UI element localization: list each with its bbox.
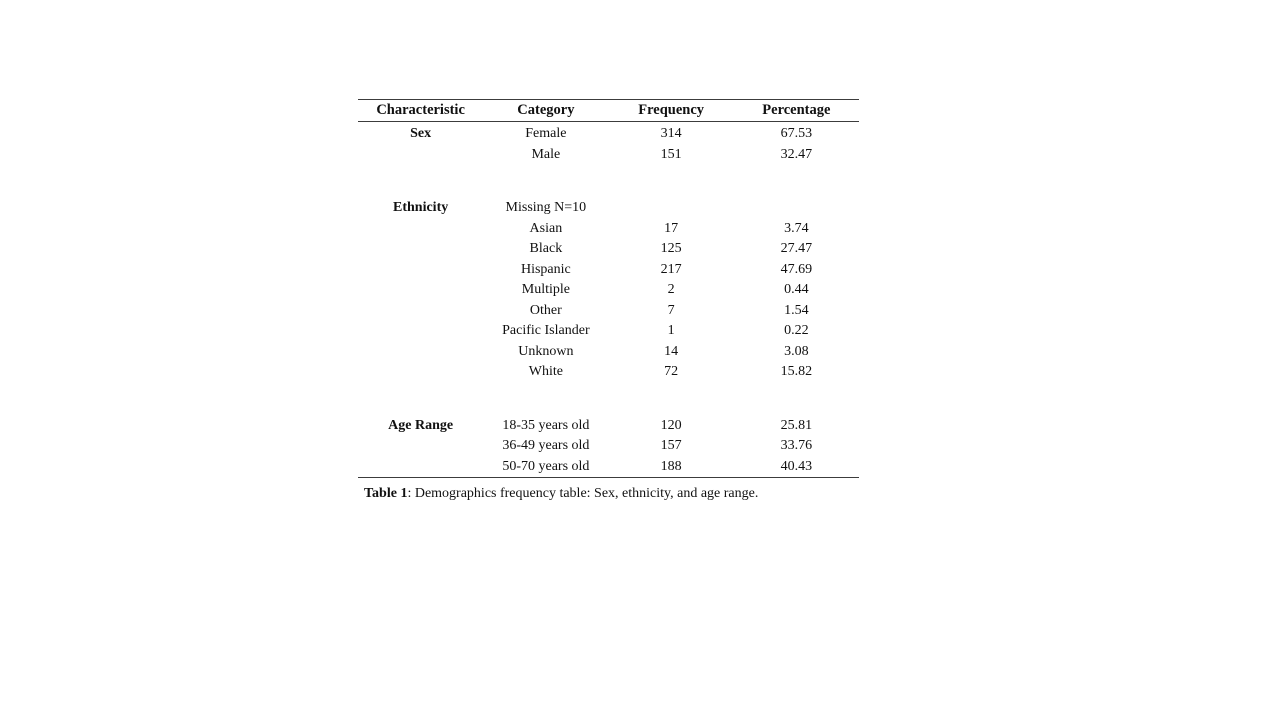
table-row xyxy=(358,280,859,301)
spacer-row xyxy=(358,165,859,198)
frequency-table xyxy=(358,99,859,478)
characteristic-cell: Age Range xyxy=(388,417,454,433)
table-row xyxy=(358,416,859,437)
frequency-cell: 2 xyxy=(667,282,675,297)
percentage-cell: 0.44 xyxy=(784,282,809,297)
col-header-percentage: Percentage xyxy=(734,100,859,122)
frequency-cell: 7 xyxy=(667,302,675,318)
spacer-row xyxy=(358,383,859,416)
header-row xyxy=(358,100,859,122)
characteristic-cell xyxy=(358,301,483,322)
table-row xyxy=(358,321,859,342)
percentage-cell: 0.22 xyxy=(784,323,809,338)
category-cell: White xyxy=(528,364,563,379)
table-row xyxy=(358,239,859,260)
percentage-cell: 27.47 xyxy=(780,241,813,256)
characteristic-cell xyxy=(358,342,483,363)
category-cell: Black xyxy=(529,241,563,256)
table-row xyxy=(358,219,859,240)
percentage-cell: 15.82 xyxy=(780,364,813,379)
demographics-table xyxy=(358,99,859,478)
percentage-cell: 40.43 xyxy=(780,458,813,474)
characteristic-cell xyxy=(358,321,483,342)
characteristic-cell xyxy=(358,260,483,281)
category-cell: Pacific Islander xyxy=(502,323,590,338)
frequency-cell: 17 xyxy=(664,220,679,236)
table-row xyxy=(358,198,859,219)
category-cell: Asian xyxy=(529,220,563,236)
frequency-cell: 217 xyxy=(660,261,682,277)
percentage-cell: 32.47 xyxy=(780,146,813,162)
category-cell: Other xyxy=(529,302,562,318)
table-body xyxy=(358,122,859,478)
col-header-characteristic: Characteristic xyxy=(358,100,483,122)
characteristic-cell xyxy=(358,280,483,301)
category-cell: Missing N=10 xyxy=(505,200,587,215)
table-row xyxy=(358,145,859,166)
characteristic-cell: Sex xyxy=(410,126,432,141)
percentage-cell: 47.69 xyxy=(780,261,813,277)
characteristic-cell xyxy=(358,145,483,166)
frequency-cell: 151 xyxy=(660,146,682,162)
percentage-cell: 67.53 xyxy=(780,126,813,141)
frequency-cell: 1 xyxy=(667,323,675,338)
category-cell: 18-35 years old xyxy=(502,417,590,433)
category-cell: 50-70 years old xyxy=(502,458,590,474)
spacer-cell xyxy=(358,383,859,416)
characteristic-cell xyxy=(358,239,483,260)
spacer-cell xyxy=(358,165,859,198)
table-row xyxy=(358,362,859,383)
category-cell: Unknown xyxy=(518,343,574,359)
table-row xyxy=(358,260,859,281)
percentage-cell: 3.08 xyxy=(784,343,809,359)
percentage-cell: 25.81 xyxy=(780,417,813,433)
table-row xyxy=(358,457,859,478)
category-cell: Multiple xyxy=(521,282,570,297)
category-cell: Female xyxy=(525,126,567,141)
table-caption-label: Table 1 xyxy=(364,486,408,501)
category-cell: 36-49 years old xyxy=(502,438,590,453)
frequency-cell: 314 xyxy=(660,126,682,141)
percentage-cell: 1.54 xyxy=(784,302,809,318)
table-caption-text: : Demographics frequency table: Sex, ethnicity, and age range. xyxy=(407,486,759,501)
frequency-cell: 188 xyxy=(660,458,682,474)
frequency-cell: 157 xyxy=(660,438,682,453)
characteristic-cell xyxy=(358,457,483,478)
table-row xyxy=(358,122,859,145)
characteristic-cell xyxy=(358,219,483,240)
category-cell: Male xyxy=(531,146,561,162)
frequency-cell: 72 xyxy=(664,364,679,379)
table-row xyxy=(358,301,859,322)
table-caption xyxy=(364,485,758,502)
percentage-cell xyxy=(734,198,859,219)
col-header-frequency: Frequency xyxy=(609,100,734,122)
frequency-cell xyxy=(609,198,734,219)
frequency-cell: 120 xyxy=(660,417,682,433)
percentage-cell: 3.74 xyxy=(784,220,809,236)
characteristic-cell: Ethnicity xyxy=(393,200,449,215)
frequency-cell: 125 xyxy=(660,241,682,256)
table-header xyxy=(358,100,859,122)
characteristic-cell xyxy=(358,362,483,383)
table-row xyxy=(358,436,859,457)
characteristic-cell xyxy=(358,436,483,457)
category-cell: Hispanic xyxy=(520,261,571,277)
table-row xyxy=(358,342,859,363)
percentage-cell: 33.76 xyxy=(780,438,813,453)
col-header-category: Category xyxy=(483,100,608,122)
frequency-cell: 14 xyxy=(664,343,679,359)
